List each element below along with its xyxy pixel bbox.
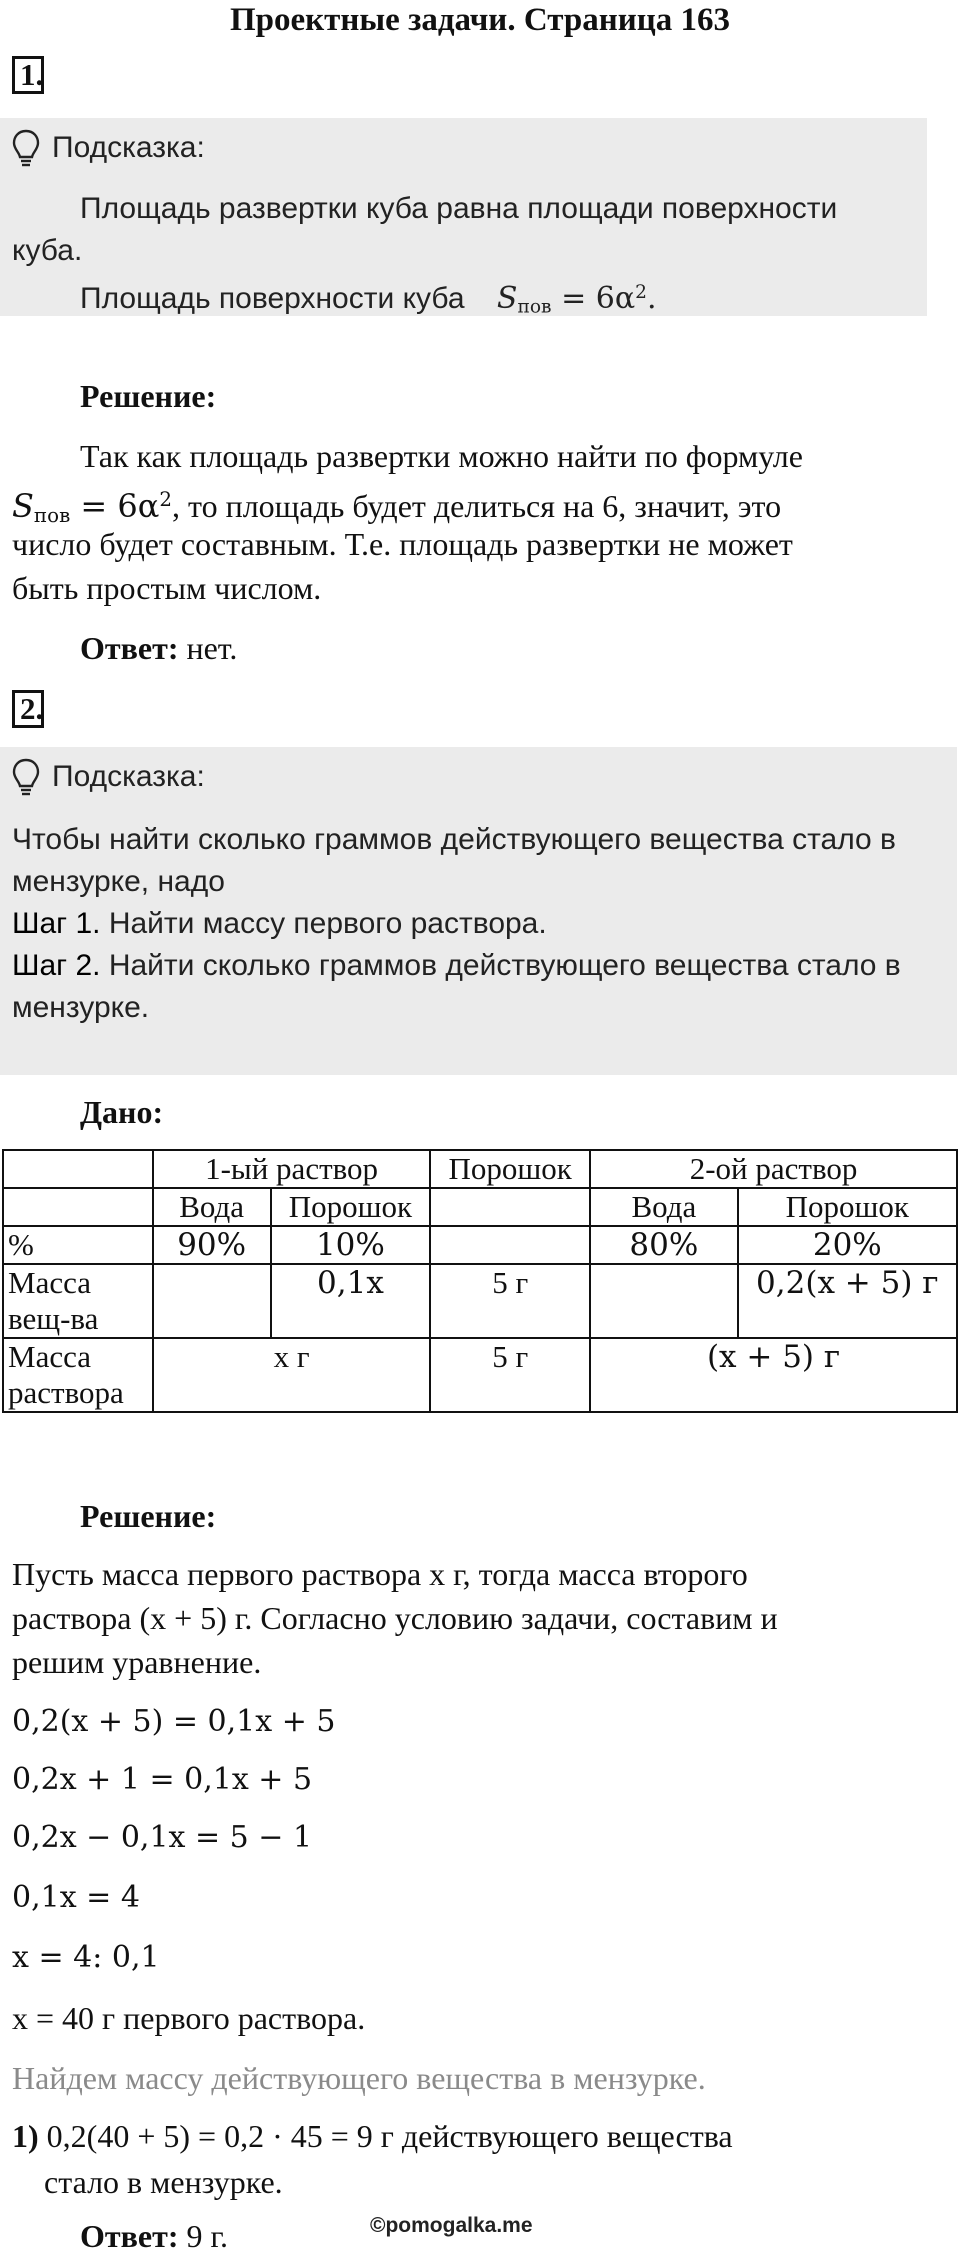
- step-line: стало в мензурке.: [44, 2164, 283, 2200]
- table-cell: (x + 5) г: [590, 1338, 957, 1412]
- table-cell: 0,2(x + 5) г: [738, 1264, 957, 1338]
- hint-text-line: куба.: [12, 234, 83, 267]
- table-cell: [430, 1226, 590, 1264]
- table-header-cell: Вода: [153, 1188, 271, 1226]
- table-row-label: Масса раствора: [3, 1338, 153, 1412]
- solution-text: Пусть масса первого раствора x г, тогда масса второго: [12, 1556, 748, 1592]
- solution-text: $S_{пов} = 6\alpha^2$, то площадь будет делиться на 6, значит, это: [12, 486, 782, 527]
- solution-heading: Решение:: [80, 378, 217, 414]
- solution-text: раствора (x + 5) г. Согласно условию задачи, составим и: [12, 1600, 778, 1636]
- table-row: [3, 1264, 957, 1338]
- table-header-cell: Порошок: [430, 1150, 590, 1188]
- hint-box-2: [0, 747, 957, 1075]
- equation-line: x = 40 г первого раствора.: [12, 2000, 366, 2036]
- table-row: [3, 1188, 957, 1226]
- table-header-cell: 1-ый раствор: [153, 1150, 431, 1188]
- table-header-cell: Вода: [590, 1188, 737, 1226]
- solution-text: решим уравнение.: [12, 1644, 262, 1680]
- lightbulb-icon: [12, 757, 40, 797]
- task-number-1: 1.: [12, 56, 44, 94]
- surface-area-formula: $S_{пов} = 6\alpha^2$.: [496, 281, 657, 318]
- hint-label: Подсказка:: [52, 131, 205, 164]
- given-table: [2, 1149, 958, 1413]
- table-cell: 90%: [153, 1226, 271, 1264]
- table-cell: 5 г: [430, 1338, 590, 1412]
- hint-header: [12, 757, 205, 797]
- table-row: [3, 1338, 957, 1412]
- hint-text-line: мензурке, надо: [12, 865, 225, 898]
- hint-step-1: Шаг 1. Найти массу первого раствора.: [12, 907, 547, 940]
- equation-line: 0,2x − 0,1x = 5 − 1: [12, 1820, 313, 1855]
- solution-text: число будет составным. Т.е. площадь развертки не может: [12, 526, 793, 562]
- answer: Ответ: нет.: [80, 630, 238, 666]
- footer-watermark: ©pomogalka.me: [370, 2214, 533, 2237]
- equation-line: 0,1x = 4: [12, 1880, 140, 1915]
- task-number-2: 2.: [12, 690, 44, 728]
- solution-text: быть простым числом.: [12, 570, 322, 606]
- table-header-cell: Порошок: [738, 1188, 957, 1226]
- hint-label: Подсказка:: [52, 760, 205, 793]
- page-title: Проектные задачи. Страница 163: [230, 2, 730, 38]
- table-cell: 80%: [590, 1226, 737, 1264]
- table-row-label: Масса вещ-ва: [3, 1264, 153, 1338]
- table-cell: 10%: [271, 1226, 431, 1264]
- answer: Ответ: 9 г.: [80, 2218, 228, 2254]
- hint-step-2: Шаг 2. Найти сколько граммов действующего вещества стало в: [12, 949, 901, 982]
- step-intro: Найдем массу действующего вещества в мензурке.: [12, 2060, 706, 2096]
- hint-header: [12, 128, 205, 168]
- equation-line: 0,2x + 1 = 0,1x + 5: [12, 1762, 313, 1797]
- hint-text-line: Площадь развертки куба равна площади поверхности: [80, 192, 838, 225]
- table-cell: x г: [153, 1338, 431, 1412]
- table-cell: [3, 1188, 153, 1226]
- table-cell: [590, 1264, 737, 1338]
- equation-line: x = 4: 0,1: [12, 1940, 160, 1975]
- table-cell: [430, 1188, 590, 1226]
- table-header-cell: Порошок: [271, 1188, 431, 1226]
- solution-text: Так как площадь развертки можно найти по формуле: [80, 438, 803, 474]
- solution-heading: Решение:: [80, 1498, 217, 1534]
- equation-line: 0,2(x + 5) = 0,1x + 5: [12, 1704, 336, 1739]
- hint-text-line: Чтобы найти сколько граммов действующего вещества стало в: [12, 823, 896, 856]
- table-cell: [3, 1150, 153, 1188]
- hint-text-line: мензурке.: [12, 991, 150, 1024]
- table-cell: 5 г: [430, 1264, 590, 1338]
- table-cell: 20%: [738, 1226, 957, 1264]
- table-row-label: %: [3, 1226, 153, 1264]
- step-line: 1) 0,2(40 + 5) = 0,2 · 45 = 9 г действующего вещества: [12, 2118, 733, 2154]
- lightbulb-icon: [12, 128, 40, 168]
- table-header-cell: 2-ой раствор: [590, 1150, 957, 1188]
- table-row: [3, 1150, 957, 1188]
- given-heading: Дано:: [80, 1094, 164, 1130]
- table-cell: 0,1x: [271, 1264, 431, 1338]
- hint-formula-line: Площадь поверхности куба $S_{пов} = 6\alpha^2$.: [80, 281, 657, 318]
- table-cell: [153, 1264, 271, 1338]
- table-row: [3, 1226, 957, 1264]
- hint-box-1: [0, 118, 927, 316]
